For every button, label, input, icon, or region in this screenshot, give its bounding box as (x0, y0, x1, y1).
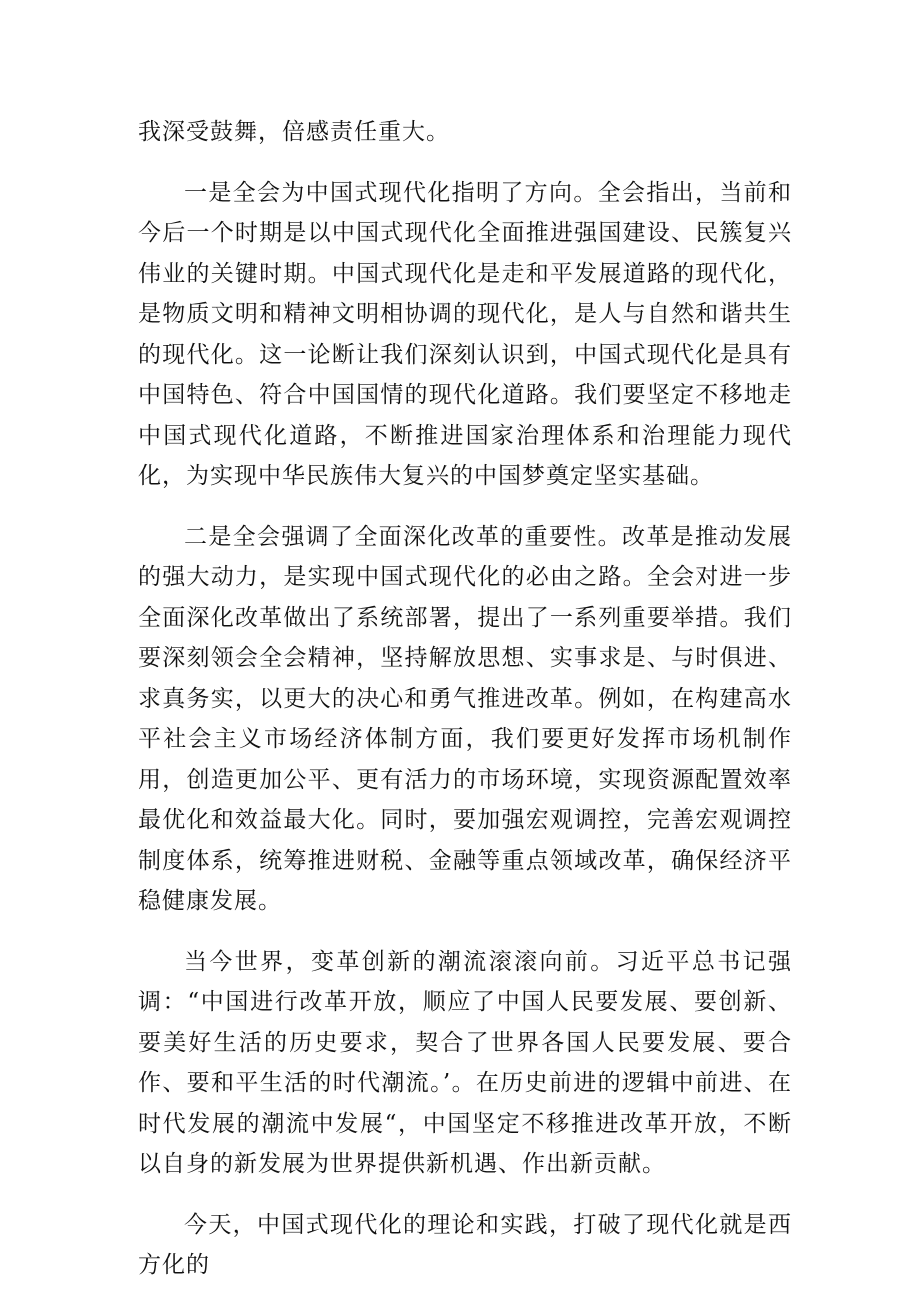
document-body (138, 112, 792, 1286)
paragraph-deepening-reform: 二是全会强调了全面深化改革的重要性。改革是推动发展的强大动力，是实现中国式现代化的必由之路。全会对进一步全面深化改革做出了系统部署，提出了一系列重要举措。我们要深刻领会全会精神，坚持解放思想、实事求是、与时俱进、求真务实，以更大的决心和勇气推进改革。例如，在构建高水平社会主义市场经济体制方面，我们要更好发挥市场机制作用，创造更加公平、更有活力的市场环境，实现资源配置效率最优化和效益最大化。同时，要加强宏观调控，完善宏观调控制度体系，统筹推进财税、金融等重点领域改革，确保经济平稳健康发展。 (138, 523, 792, 914)
paragraph-continuation: 我深受鼓舞，倍感责任重大。 (138, 119, 450, 145)
paragraph-modernization-direction: 一是全会为中国式现代化指明了方向。全会指出，当前和今后一个时期是以中国式现代化全面推进强国建设、民簇复兴伟业的关键时期。中国式现代化是走和平发展道路的现代化，是物质文明和精神文明相协调的现代化，是人与自然和谐共生的现代化。这一论断让我们深刻认识到，中国式现代化是具有中国特色、符合中国国情的现代化道路。我们要坚定不移地走中国式现代化道路，不断推进国家治理体系和治理能力现代化，为实现中华民族伟大复兴的中国梦奠定坚实基础。 (138, 179, 792, 489)
paragraph-theory-practice: 今天，中国式现代化的理论和实践，打破了现代化就是西方化的 (138, 1211, 792, 1278)
paragraph-world-trend: 当今世界，变革创新的潮流滚滚向前。习近平总书记强调：“中国进行改革开放，顺应了中国人民要发展、要创新、要美好生活的历史要求，契合了世界各国人民要发展、要合作、要和平生活的时代潮流。’。在历史前进的逻辑中前进、在时代发展的潮流中发展“，中国坚定不移推进改革开放，不断以自身的新发展为世界提供新机遇、作出新贡献。 (138, 948, 792, 1177)
